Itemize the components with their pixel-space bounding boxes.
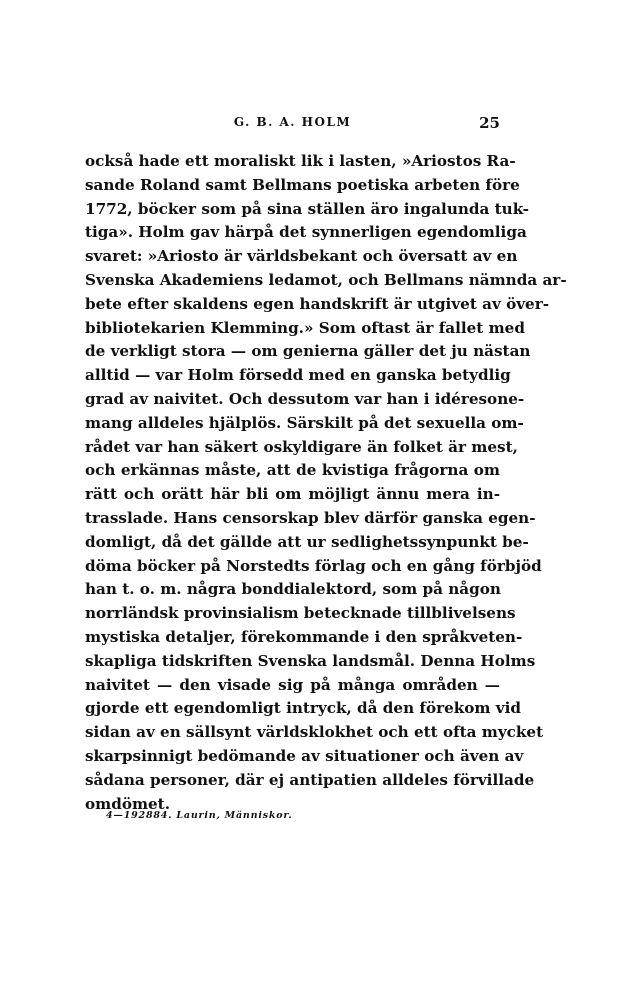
text-line: rätt och orätt här bli om möjligt ännu mera in- [85,485,500,504]
text-line: skapliga tidskriften Svenska landsmål. Denna Holms [85,651,536,670]
text-line: trasslade. Hans censorskap blev därför ganska egen- [85,508,536,527]
text-line: döma böcker på Norstedts förlag och en gång förbjöd [85,556,542,575]
text-line: också hade ett moraliskt lik i lasten, »Ariostos Ra- [85,152,516,170]
text-line: han t. o. m. några bonddialektord, som på någon [85,580,501,599]
text-line: grad av naivitet. Och dessutom var han i idéresone- [85,389,525,408]
text-line: bete efter skaldens egen handskrift är utgivet av över- [85,294,549,313]
text-line: norrländsk provinsialism betecknade tillblivelsens [85,604,516,623]
printer-signature: 4—192884. Laurin, Människor. [106,810,293,821]
text-line: skarpsinnigt bedömande av situationer och även av [85,746,524,765]
running-title: G. B. A. HOLM [233,115,352,129]
text-line: rådet var han säkert oskyldigare än folket är mest, [85,437,518,456]
text-line: mang alldeles hjälplös. Särskilt på det sexuella om- [85,413,524,432]
page-header [85,115,500,135]
text-line: sande Roland samt Bellmans poetiska arbeten före [85,175,520,194]
text-line-last: omdömet. [85,794,170,813]
text-line: naivitet — den visade sig på många områden — [85,675,500,694]
text-line: och erkännas måste, att de kvistiga frågorna om [85,461,500,480]
text-line: svaret: »Ariosto är världsbekant och översatt av en [85,247,518,266]
text-line: sådana personer, där ej antipatien alldeles förvillade [85,770,535,789]
text-line: gjorde ett egendomligt intryck, då den förekom vid [85,699,521,718]
text-line: Svenska Akademiens ledamot, och Bellmans nämnda ar- [85,270,567,289]
page-number: 25 [479,114,500,132]
text-line: mystiska detaljer, förekommande i den språkveten- [85,627,523,646]
text-line: 1772, böcker som på sina ställen äro ingalunda tuk- [85,199,529,218]
text-line: bibliotekarien Klemming.» Som oftast är fallet med [85,318,525,337]
text-line: de verkligt stora — om genierna gäller det ju nästan [85,342,531,361]
text-line: alltid — var Holm försedd med en ganska betydlig [85,366,511,385]
body-text [85,150,567,816]
text-line: domligt, då det gällde att ur sedlighetssynpunkt be- [85,532,529,551]
text-line: tiga». Holm gav härpå det synnerligen egendomliga [85,223,527,242]
text-line: sidan av en sällsynt världsklokhet och ett ofta mycket [85,723,544,742]
